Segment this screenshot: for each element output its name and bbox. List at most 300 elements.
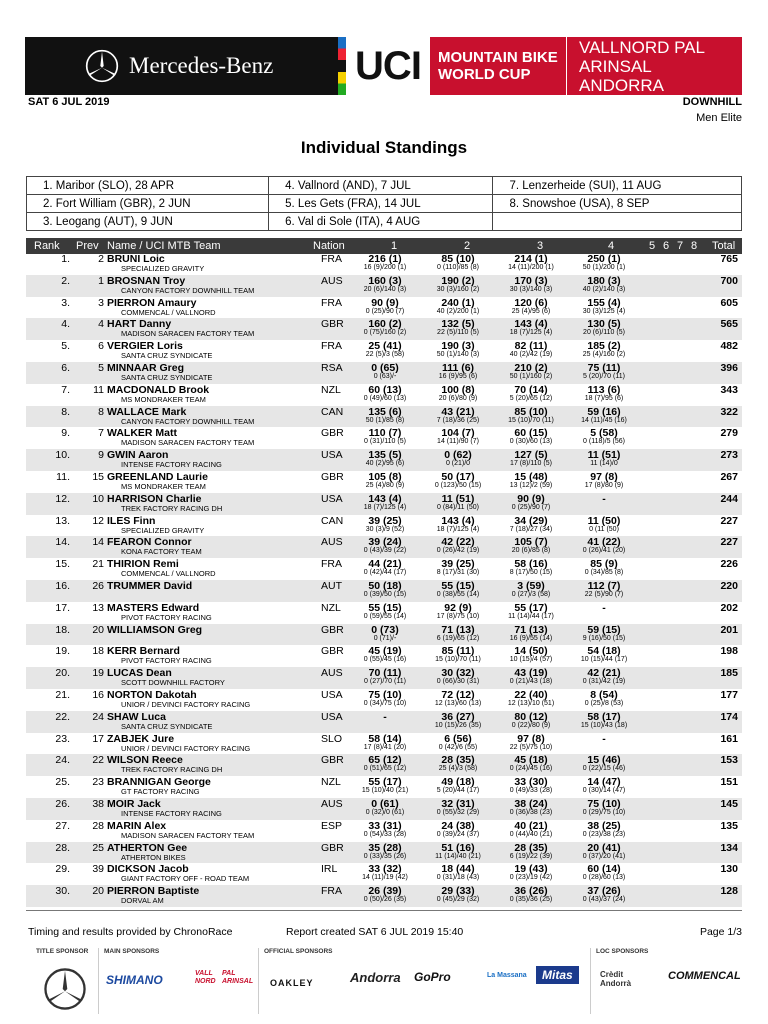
- event-2-result: 42 (22): [441, 536, 475, 549]
- brand-name: Mercedes-Benz: [129, 53, 274, 78]
- event-2-result: 28 (35): [441, 754, 475, 767]
- events-row: [27, 213, 742, 231]
- standings-row: [26, 362, 742, 384]
- event-1-result: 26 (39): [368, 885, 402, 898]
- event-cell: 5. Les Gets (FRA), 14 JUL: [269, 195, 493, 213]
- event-4-split: 10 (15)/44 (17): [580, 656, 628, 664]
- event-3-result: 210 (2): [514, 361, 548, 374]
- title-sponsor-block: [25, 37, 338, 95]
- standings-row: [26, 602, 742, 624]
- event-2-result: 72 (12): [441, 688, 475, 701]
- standings-row: [26, 253, 742, 275]
- sponsor-vallnord: VALL NORD: [195, 970, 216, 985]
- rider-rank: 26.: [55, 797, 70, 810]
- rider-team: UNIOR / DEVINCI FACTORY RACING: [121, 699, 251, 709]
- event-1-result: 35 (28): [368, 841, 402, 854]
- standings-row: [26, 558, 742, 580]
- rider-team: MS MONDRAKER TEAM: [121, 481, 206, 491]
- rider-prev-rank: 1: [98, 274, 104, 287]
- event-4-result: 5 (58): [590, 427, 618, 440]
- event-2-result: 36 (27): [441, 710, 475, 723]
- event-3-result: 105 (7): [514, 536, 548, 549]
- rider-nation: AUS: [321, 274, 343, 287]
- rider-prev-rank: 24: [92, 710, 104, 723]
- event-4-result: 54 (18): [587, 645, 621, 658]
- rider-nation: GBR: [321, 470, 344, 483]
- event-3-split: 10 (15)/4 (57): [509, 656, 553, 664]
- event-cell: 4. Vallnord (AND), 7 JUL: [269, 177, 493, 195]
- standings-row: [26, 318, 742, 340]
- rider-team: PIVOT FACTORY RACING: [121, 656, 212, 666]
- event-2-split: 0 (110)/85 (8): [437, 264, 479, 271]
- event-4-result: 75 (10): [587, 797, 621, 810]
- rider-nation: SLO: [321, 732, 343, 745]
- col-event-7: 7: [677, 240, 684, 252]
- sponsor-credit-andorra: Crèdit Andorrà: [600, 970, 632, 988]
- event-4-split: 0 (34)/85 (8): [584, 569, 624, 577]
- event-2-result: 240 (1): [441, 296, 475, 309]
- rider-rank: 28.: [55, 841, 70, 854]
- event-4-split: 0 (31)/42 (19): [582, 678, 626, 686]
- event-1-split: 17 (8)/41 (20): [363, 743, 407, 751]
- rider-name: HART Danny: [107, 318, 172, 331]
- event-4-result: 20 (41): [587, 841, 621, 854]
- rider-rank: 3.: [61, 296, 70, 309]
- col-event-2: 2: [464, 240, 471, 252]
- event-4-split: 0 (26)/41 (20): [582, 547, 626, 555]
- rider-rank: 11.: [56, 470, 70, 483]
- rider-prev-rank: 7: [98, 427, 104, 440]
- rider-total: 565: [720, 318, 738, 331]
- event-3-result: 19 (43): [514, 863, 548, 876]
- event-3-split: 11 (14)/44 (17): [508, 612, 554, 620]
- discipline: DOWNHILL: [682, 96, 742, 108]
- event-3-split: 0 (36)/38 (23): [509, 808, 553, 816]
- event-4-split: 30 (3)/125 (4): [582, 307, 626, 315]
- event-2-result: 85 (11): [441, 645, 475, 658]
- event-4-split: 50 (1)/200 (1): [582, 264, 626, 271]
- col-event-8: 8: [691, 240, 698, 252]
- event-4-result: 59 (15): [587, 623, 621, 636]
- rider-team: MADISON SARACEN FACTORY TEAM: [121, 438, 255, 448]
- event-2-split: 8 (17)/31 (30): [436, 569, 480, 577]
- rider-total: 482: [720, 340, 738, 353]
- event-4-split: 0 (29)/75 (10): [582, 808, 626, 816]
- event-2-result: 132 (5): [441, 318, 475, 331]
- event-1-result: 33 (31): [368, 819, 402, 832]
- rider-total: 201: [720, 623, 738, 636]
- event-4-result: 38 (25): [587, 819, 621, 832]
- rider-team: SANTA CRUZ SYNDICATE: [121, 721, 213, 731]
- col-event-5: 5: [649, 240, 656, 252]
- event-1-result: 39 (25): [368, 514, 402, 527]
- rider-prev-rank: 17: [92, 732, 104, 745]
- event-4-split: 17 (8)/80 (9): [584, 481, 624, 489]
- event-2-split: 50 (1)/140 (3): [436, 351, 480, 359]
- rider-name: MINNAAR Greg: [107, 361, 185, 374]
- event-1-split: 0 (27)/70 (11): [364, 678, 406, 686]
- event-1-result: 75 (10): [368, 688, 402, 701]
- standings-row: [26, 624, 742, 646]
- rider-name: PIERRON Baptiste: [107, 885, 200, 898]
- standings-row: [26, 536, 742, 558]
- rider-total: 267: [720, 470, 738, 483]
- rider-prev-rank: 4: [98, 318, 104, 331]
- event-cell: [493, 213, 742, 231]
- rider-total: 198: [720, 645, 738, 658]
- event-3-split: 50 (1)/160 (2): [509, 372, 553, 380]
- rider-team: MADISON SARACEN FACTORY TEAM: [121, 329, 255, 339]
- event-2-split: 5 (20)/44 (17): [436, 787, 480, 795]
- event-1-result: 216 (1): [368, 253, 402, 265]
- event-3-result: 28 (35): [514, 841, 548, 854]
- event-3-result: 170 (3): [514, 274, 548, 287]
- mercedes-star-icon: [85, 49, 119, 83]
- rider-total: 145: [720, 797, 738, 810]
- series-name: [430, 37, 566, 95]
- event-2-split: 25 (4)/3 (58): [438, 765, 478, 773]
- rider-nation: CAN: [321, 405, 344, 418]
- event-3-result: 33 (30): [514, 776, 548, 789]
- rider-prev-rank: 22: [92, 754, 104, 767]
- standings-row: [26, 493, 742, 515]
- event-3-split: 17 (8)/110 (5): [510, 460, 552, 468]
- venue-name: [566, 37, 742, 95]
- rider-rank: 25.: [55, 776, 70, 789]
- event-4-result: 97 (8): [590, 470, 618, 483]
- sponsor-divider: [258, 948, 259, 1014]
- event-1-result: 105 (8): [368, 470, 402, 483]
- event-4-result: 41 (22): [587, 536, 621, 549]
- event-2-split: 12 (13)/60 (13): [434, 699, 482, 707]
- event-1-result: 45 (19): [368, 645, 402, 658]
- uci-logo: [338, 37, 430, 95]
- event-2-result: 49 (18): [441, 776, 475, 789]
- event-1-split: 30 (3)/9 (52): [365, 525, 405, 533]
- document-title: Individual Standings: [300, 138, 468, 157]
- rider-prev-rank: 12: [92, 514, 104, 527]
- rider-prev-rank: 18: [92, 645, 104, 658]
- event-3-result: 90 (9): [517, 492, 545, 505]
- rider-team: TREK FACTORY RACING DH: [121, 765, 223, 775]
- event-2-result: 71 (13): [441, 623, 475, 636]
- event-4-split: 20 (6)/110 (5): [583, 329, 625, 337]
- rider-nation: FRA: [321, 296, 342, 309]
- rider-prev-rank: 19: [92, 667, 104, 680]
- col-prev: Prev: [76, 240, 99, 252]
- series-line-2: WORLD CUP: [438, 66, 531, 83]
- event-2-split: 7 (18)/36 (25): [436, 416, 480, 424]
- rider-rank: 14.: [55, 536, 70, 549]
- event-2-result: 190 (2): [441, 274, 475, 287]
- rider-name: GREENLAND Laurie: [107, 470, 208, 483]
- rider-name: ATHERTON Gee: [107, 841, 188, 854]
- event-2-split: 0 (123)/50 (15): [434, 481, 482, 489]
- event-4-result: 185 (2): [587, 340, 621, 353]
- event-4-result: 37 (26): [587, 885, 621, 898]
- series-line-1: MOUNTAIN BIKE: [438, 49, 558, 66]
- rider-team: GIANT FACTORY OFF - ROAD TEAM: [121, 874, 250, 884]
- rider-prev-rank: 38: [92, 797, 104, 810]
- event-3-result: 58 (16): [514, 558, 548, 571]
- rider-total: 174: [720, 710, 738, 723]
- rider-rank: 17.: [55, 601, 70, 614]
- rider-rank: 20.: [55, 667, 70, 680]
- col-event-4: 4: [608, 240, 615, 252]
- event-3-result: 40 (21): [514, 819, 548, 832]
- rider-name: PIERRON Amaury: [107, 296, 197, 309]
- footer-rule: [26, 910, 742, 911]
- rider-total: 227: [720, 536, 738, 549]
- standings-row: [26, 798, 742, 820]
- event-3-result: 15 (48): [514, 470, 548, 483]
- event-cell: 6. Val di Sole (ITA), 4 AUG: [269, 213, 493, 231]
- event-2-split: 0 (42)/6 (55): [438, 743, 478, 751]
- event-4-split: 22 (5)/90 (7): [584, 590, 624, 598]
- rider-team: MS MONDRAKER TEAM: [121, 394, 206, 404]
- event-2-split: 20 (6)/80 (9): [438, 394, 478, 402]
- race-date: SAT 6 JUL 2019: [28, 96, 110, 108]
- standings-row: [26, 580, 742, 602]
- loc-sponsors-label: LOC SPONSORS: [596, 948, 649, 955]
- events-table: [26, 176, 742, 231]
- event-4-result: 180 (3): [587, 274, 621, 287]
- rider-rank: 1.: [61, 253, 70, 265]
- event-1-split: 0 (25)/90 (7): [365, 307, 405, 315]
- rider-nation: FRA: [321, 558, 342, 571]
- rider-prev-rank: 23: [92, 776, 104, 789]
- rider-rank: 19.: [55, 645, 70, 658]
- rider-rank: 21.: [55, 688, 70, 701]
- event-3-split: 0 (35)/36 (25): [509, 896, 553, 904]
- rider-prev-rank: 5: [98, 361, 104, 374]
- standings-row: [26, 689, 742, 711]
- rider-team: MADISON SARACEN FACTORY TEAM: [121, 830, 255, 840]
- sponsor-shimano: SHIMANO: [106, 973, 163, 987]
- rider-total: 151: [720, 776, 738, 789]
- standings-row: [26, 384, 742, 406]
- event-3-result: 34 (29): [514, 514, 548, 527]
- rider-team: SPECIALIZED GRAVITY: [121, 264, 205, 273]
- event-1-result: 25 (41): [368, 340, 402, 353]
- rider-total: 135: [720, 819, 738, 832]
- event-3-split: 18 (7)/125 (4): [509, 329, 553, 337]
- title-sponsor-label: TITLE SPONSOR: [36, 948, 89, 955]
- rider-prev-rank: 16: [92, 688, 104, 701]
- event-4-result: 250 (1): [587, 253, 621, 265]
- event-3-split: 0 (23)/19 (42): [509, 874, 553, 882]
- event-2-result: 32 (31): [441, 797, 475, 810]
- event-3-split: 40 (2)/42 (19): [509, 351, 553, 359]
- rider-team: KONA FACTORY TEAM: [121, 547, 202, 557]
- sponsor-oakley: OAKLEY: [270, 978, 314, 988]
- event-4-result: 58 (17): [587, 710, 621, 723]
- event-4-result: -: [602, 492, 606, 505]
- event-3-result: 85 (10): [514, 405, 548, 418]
- rider-prev-rank: 8: [98, 405, 104, 418]
- standings-row: [26, 885, 742, 907]
- standings-row: [26, 711, 742, 733]
- uci-text: UCI: [355, 43, 421, 88]
- event-2-split: 16 (9)/95 (6): [438, 372, 478, 380]
- event-1-result: 55 (17): [368, 776, 402, 789]
- rider-total: 128: [720, 885, 738, 898]
- event-1-split: 0 (54)/33 (28): [363, 830, 407, 838]
- rider-name: BRUNI Loic: [107, 253, 165, 265]
- event-1-split: 0 (71)/-: [373, 634, 397, 642]
- rider-rank: 8.: [61, 405, 70, 418]
- event-1-result: 135 (5): [368, 449, 402, 462]
- event-1-result: 0 (61): [371, 797, 399, 810]
- rider-prev-rank: 39: [92, 863, 104, 876]
- rider-nation: GBR: [321, 841, 344, 854]
- rider-prev-rank: 14: [92, 536, 104, 549]
- event-3-result: 55 (17): [514, 601, 548, 614]
- rider-nation: AUS: [321, 797, 343, 810]
- event-1-split: 20 (6)/140 (3): [363, 285, 407, 293]
- standings-row: [26, 733, 742, 755]
- rider-total: 185: [720, 667, 738, 680]
- event-2-result: 111 (6): [441, 361, 475, 374]
- event-cell: 8. Snowshoe (USA), 8 SEP: [493, 195, 742, 213]
- rider-nation: FRA: [321, 253, 342, 265]
- event-3-result: 127 (5): [514, 449, 548, 462]
- event-4-result: 8 (54): [590, 688, 618, 701]
- event-2-split: 30 (3)/160 (2): [436, 285, 480, 293]
- rider-rank: 6.: [61, 361, 70, 374]
- rider-rank: 16.: [55, 579, 70, 592]
- event-3-split: 0 (24)/45 (16): [509, 765, 553, 773]
- rider-total: 343: [720, 383, 738, 396]
- rider-nation: GBR: [321, 623, 344, 636]
- rider-total: 765: [720, 253, 738, 265]
- rider-total: 134: [720, 841, 738, 854]
- event-1-result: 143 (4): [368, 492, 402, 505]
- rider-nation: GBR: [321, 754, 344, 767]
- rider-nation: AUS: [321, 536, 343, 549]
- event-1-split: 0 (42)/44 (17): [363, 569, 407, 577]
- sponsor-andorra: Andorra: [350, 970, 401, 985]
- standings-row: [26, 820, 742, 842]
- rider-nation: ESP: [321, 819, 343, 832]
- event-3-split: 15 (10)/70 (11): [508, 416, 554, 424]
- event-4-split: 0 (43)/37 (24): [582, 896, 626, 904]
- event-cell: 1. Maribor (SLO), 28 APR: [27, 177, 269, 195]
- rider-rank: 9.: [61, 427, 70, 440]
- event-cell: 3. Leogang (AUT), 9 JUN: [27, 213, 269, 231]
- venue-line-1: VALLNORD PAL ARINSAL: [579, 37, 705, 76]
- rider-total: 244: [720, 492, 738, 505]
- rider-name: DICKSON Jacob: [107, 863, 189, 876]
- event-1-split: 0 (75)/160 (2): [363, 329, 407, 337]
- col-name: Name / UCI MTB Team: [107, 240, 221, 252]
- event-2-result: 55 (15): [441, 579, 475, 592]
- event-3-split: 8 (17)/50 (15): [509, 569, 553, 577]
- event-3-split: 5 (20)/65 (12): [509, 394, 553, 402]
- rider-nation: AUS: [321, 667, 343, 680]
- rider-prev-rank: 11: [93, 383, 104, 396]
- event-3-result: 70 (14): [514, 383, 548, 396]
- event-2-result: 43 (21): [441, 405, 475, 418]
- rider-nation: GBR: [321, 427, 344, 440]
- event-1-split: 50 (1)/85 (8): [365, 416, 405, 424]
- rider-nation: FRA: [321, 885, 342, 898]
- rider-name: WILLIAMSON Greg: [107, 623, 203, 636]
- event-1-result: 44 (21): [368, 558, 402, 571]
- events-row: [27, 195, 742, 213]
- rider-nation: IRL: [321, 863, 338, 876]
- rider-nation: USA: [321, 688, 343, 701]
- event-1-split: 0 (63)/-: [373, 372, 397, 380]
- event-2-split: 17 (8)/75 (10): [436, 612, 480, 620]
- rider-total: 322: [720, 405, 738, 418]
- rider-name: BROSNAN Troy: [107, 274, 186, 287]
- rider-prev-rank: 3: [98, 296, 104, 309]
- rider-name: MARIN Alex: [107, 819, 167, 832]
- event-3-split: 12 (13)/10 (51): [507, 699, 555, 707]
- event-3-result: 97 (8): [517, 732, 545, 745]
- rider-nation: GBR: [321, 645, 344, 658]
- event-1-result: 60 (13): [368, 383, 402, 396]
- rider-total: 279: [720, 427, 738, 440]
- main-sponsors-label: MAIN SPONSORS: [104, 948, 160, 955]
- event-2-split: 0 (84)/11 (50): [437, 503, 479, 511]
- rider-rank: 15.: [55, 558, 70, 571]
- rider-prev-rank: 9: [98, 449, 104, 462]
- rider-prev-rank: 13: [92, 601, 104, 614]
- rider-team: SPECIALIZED GRAVITY: [121, 525, 205, 535]
- event-2-split: 10 (15)/26 (35): [434, 721, 482, 729]
- rider-total: 700: [720, 274, 738, 287]
- event-1-split: 0 (31)/110 (5): [364, 438, 406, 446]
- standings-row: [26, 340, 742, 362]
- rider-name: THIRION Remi: [107, 558, 179, 571]
- event-4-split: 0 (28)/60 (13): [582, 874, 626, 882]
- event-1-split: 0 (34)/75 (10): [363, 699, 407, 707]
- event-2-split: 0 (21)/0: [445, 460, 471, 468]
- event-2-result: 6 (56): [444, 732, 472, 745]
- rider-name: MOIR Jack: [107, 797, 161, 810]
- sponsor-divider: [98, 948, 99, 1014]
- rider-team: COMMENCAL / VALLNORD: [121, 569, 216, 579]
- event-3-split: 30 (3)/140 (3): [509, 285, 553, 293]
- category: Men Elite: [696, 112, 742, 124]
- rider-name: BRANNIGAN George: [107, 776, 211, 789]
- sponsor-la-massana: La Massana: [487, 972, 527, 979]
- event-3-split: 0 (22)/80 (9): [511, 721, 551, 729]
- standings-row: [26, 427, 742, 449]
- event-3-split: 13 (12)/2 (59): [509, 481, 553, 489]
- event-1-result: 90 (9): [371, 296, 399, 309]
- event-4-split: 9 (16)/50 (15): [582, 634, 626, 642]
- event-3-split: 0 (25)/90 (7): [511, 503, 551, 511]
- event-4-split: 0 (22)/15 (46): [582, 765, 626, 773]
- event-4-split: 25 (4)/160 (2): [582, 351, 626, 359]
- rider-rank: 18.: [55, 623, 70, 636]
- standings-row: [26, 275, 742, 297]
- event-3-result: 143 (4): [514, 318, 548, 331]
- event-2-result: 100 (8): [441, 383, 475, 396]
- rider-total: 220: [720, 579, 738, 592]
- rider-prev-rank: 10: [92, 492, 104, 505]
- event-2-result: 50 (17): [441, 470, 475, 483]
- event-banner: [25, 37, 742, 95]
- event-4-result: 15 (46): [587, 754, 621, 767]
- event-4-result: -: [602, 732, 606, 745]
- rider-rank: 23.: [55, 732, 70, 745]
- rider-nation: FRA: [321, 340, 342, 353]
- rider-team: PIVOT FACTORY RACING: [121, 612, 212, 622]
